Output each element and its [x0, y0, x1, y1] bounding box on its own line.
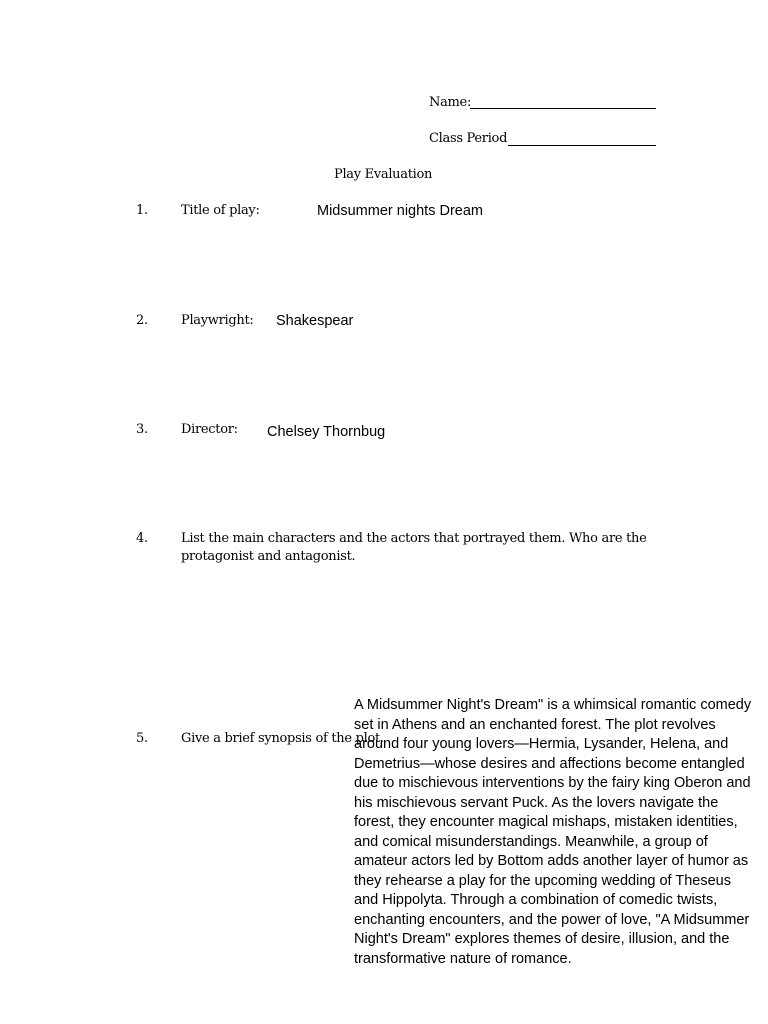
synopsis-answer[interactable]: A Midsummer Night's Dream" is a whimsical romantic comedy set in Athens and an enchanted forest. The plot revolves around four young lovers—Hermia, Lysander, Helena, and Demetrius—whose desires and affections become entangled due to mischievous interventions by the fairy king Oberon and his mischievous servant Puck. As the lovers navigate the forest, they encounter magical mishaps, mistaken identities, and comical misunderstandings. Meanwhile, a group of amateur actors led by Bottom adds another layer of humor as they rehearse a play for the upcoming wedding of Theseus and Hippolyta. Through a combination of comedic twists, enchanting encounters, and the power of love, "A Midsummer Night's Dream" explores themes of desire, illusion, and the transformative nature of romance.: [354, 697, 752, 967]
title-of-play-answer[interactable]: Midsummer nights Dream: [317, 203, 483, 219]
page-title: Play Evaluation: [334, 167, 433, 182]
class-period-label: Class Period: [429, 131, 508, 146]
director-answer[interactable]: Chelsey Thornbug: [267, 424, 386, 440]
question-prompt: Playwright:: [181, 313, 254, 328]
question-number: 2.: [136, 313, 148, 328]
question-prompt-line1: List the main characters and the actors that portrayed them. Who are the: [181, 531, 647, 546]
question-number: 1.: [136, 203, 148, 218]
question-number: 5.: [136, 731, 148, 746]
question-prompt: Title of play:: [181, 203, 260, 218]
name-label: Name:: [429, 95, 472, 110]
question-prompt-line2: protagonist and antagonist.: [181, 549, 356, 564]
question-number: 3.: [136, 422, 148, 437]
question-prompt: Give a brief synopsis of the plot.: [181, 731, 384, 746]
class-period-underline[interactable]: [508, 145, 656, 146]
name-underline[interactable]: [470, 108, 656, 109]
playwright-answer[interactable]: Shakespear: [276, 313, 354, 329]
question-number: 4.: [136, 531, 148, 546]
question-prompt: Director:: [181, 422, 238, 437]
